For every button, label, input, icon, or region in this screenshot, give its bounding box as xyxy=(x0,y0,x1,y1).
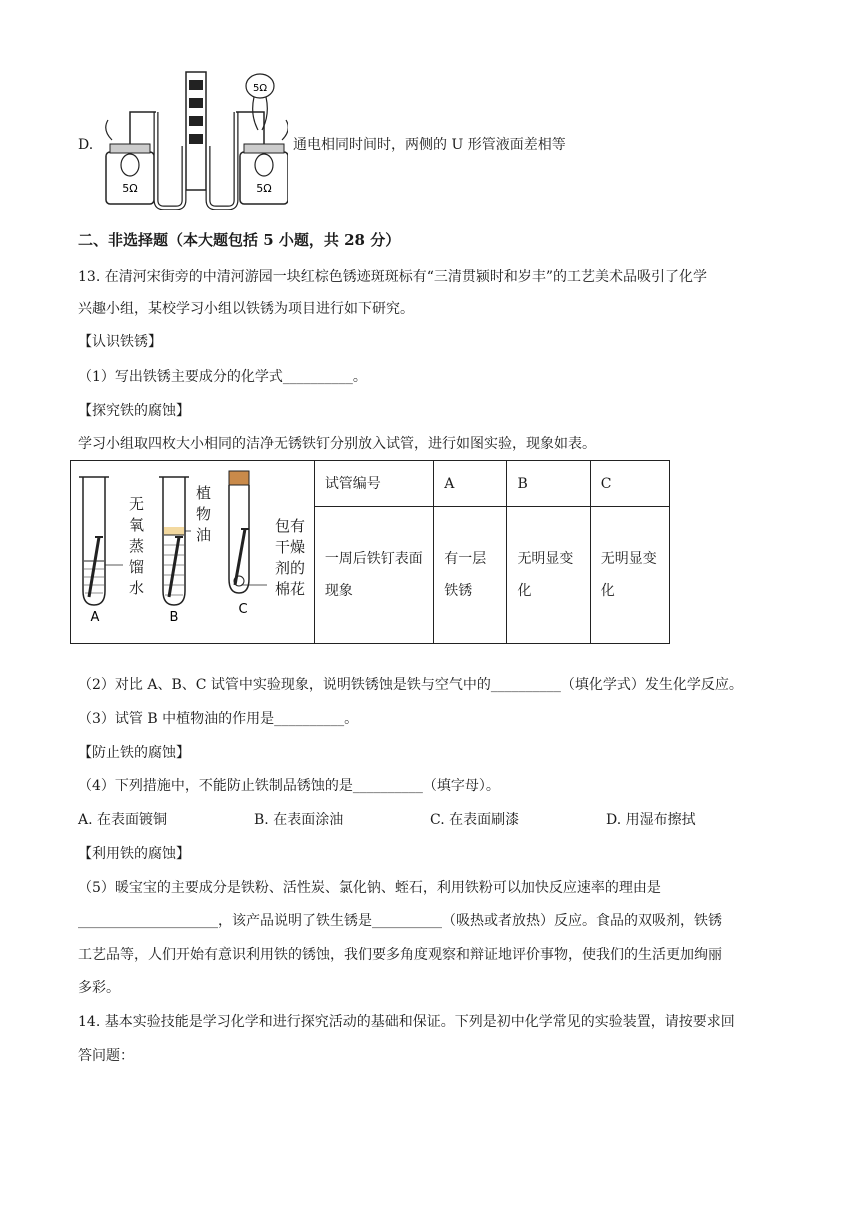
q13-part5-line3: 工艺品等，人们开始有意识利用铁的锈蚀，我们要多角度观察和辩证地评价事物，使我们的生活更加绚丽 xyxy=(78,947,722,963)
q4-option-b: B. 在表面涂油 xyxy=(254,812,344,828)
top-resistor-label: 5Ω xyxy=(252,83,268,94)
q13-part5-line1: （5）暖宝宝的主要成分是铁粉、活性炭、氯化钠、蛭石，利用铁粉可以加快反应速率的理由是 xyxy=(78,880,661,896)
experiment-table xyxy=(70,460,670,644)
tube-b-label: B xyxy=(169,610,179,625)
water-label: 无氧蒸馏水 xyxy=(129,495,145,597)
table-header-label: 试管编号 xyxy=(314,461,433,507)
q13-part2: （2）对比 A、B、C 试管中实验现象，说明铁锈蚀是铁与空气中的__________（填化学式）发生化学反应。 xyxy=(78,677,743,693)
desiccant-label: 包有干燥剂的棉花 xyxy=(275,517,306,598)
heading-use-corrosion: 【利用铁的腐蚀】 xyxy=(78,846,190,862)
test-tube-figure-cell xyxy=(71,461,315,644)
q13-part3: （3）试管 B 中植物油的作用是__________。 xyxy=(78,711,359,727)
table-header-b: B xyxy=(507,461,590,507)
heading-recognize-rust: 【认识铁锈】 xyxy=(78,334,162,350)
option-d-text: 通电相同时间时，两侧的 U 形管液面差相等 xyxy=(293,137,566,153)
q13-intro-line1: 13. 在清河宋街旁的中清河游园一块红棕色锈迹斑斑标有“三清贯颍时和岁丰”的工艺美术品吸引了化学 xyxy=(78,269,708,285)
table-cell-b: 无明显变化 xyxy=(507,507,590,644)
table-cell-a: 有一层铁锈 xyxy=(434,507,507,644)
oil-label: 植物油 xyxy=(196,484,212,544)
tube-a-label: A xyxy=(90,610,100,625)
q13-intro-line2: 兴趣小组，某校学习小组以铁锈为项目进行如下研究。 xyxy=(78,301,414,317)
table-row-label: 一周后铁钉表面现象 xyxy=(314,507,433,644)
q14-line2: 答问题： xyxy=(78,1048,134,1064)
q4-option-c: C. 在表面刷漆 xyxy=(430,812,520,828)
right-resistor-label: 5Ω xyxy=(256,182,272,195)
table-cell-c: 无明显变化 xyxy=(590,507,669,644)
q13-part5-line4: 多彩。 xyxy=(78,980,120,996)
tube-c-label: C xyxy=(238,602,248,617)
left-resistor-label: 5Ω xyxy=(122,182,138,195)
heading-explore-corrosion: 【探究铁的腐蚀】 xyxy=(78,403,190,419)
q13-part5-line2: ____________________，该产品说明了铁生锈是__________（吸热或者放热）反应。食品的双吸剂，铁锈 xyxy=(78,913,722,929)
q13-part1: （1）写出铁锈主要成分的化学式__________。 xyxy=(78,369,367,385)
table-header-a: A xyxy=(434,461,507,507)
table-header-c: C xyxy=(590,461,669,507)
option-d-letter: D. xyxy=(78,137,94,153)
q13-explore-text: 学习小组取四枚大小相同的洁净无锈铁钉分别放入试管，进行如图实验，现象如表。 xyxy=(78,436,596,452)
q4-option-a: A. 在表面镀铜 xyxy=(78,812,168,828)
heading-prevent-corrosion: 【防止铁的腐蚀】 xyxy=(78,745,190,761)
section-2-title: 二、非选择题（本大题包括 5 小题，共 28 分） xyxy=(78,231,401,249)
q14-line1: 14. 基本实验技能是学习化学和进行探究活动的基础和保证。下列是初中化学常见的实验装置，请按要求回 xyxy=(78,1014,735,1030)
q13-part4: （4）下列措施中，不能防止铁制品锈蚀的是__________（填字母）。 xyxy=(78,778,500,794)
q4-option-d: D. 用湿布擦拭 xyxy=(606,812,696,828)
joule-heating-apparatus-figure xyxy=(98,70,288,210)
